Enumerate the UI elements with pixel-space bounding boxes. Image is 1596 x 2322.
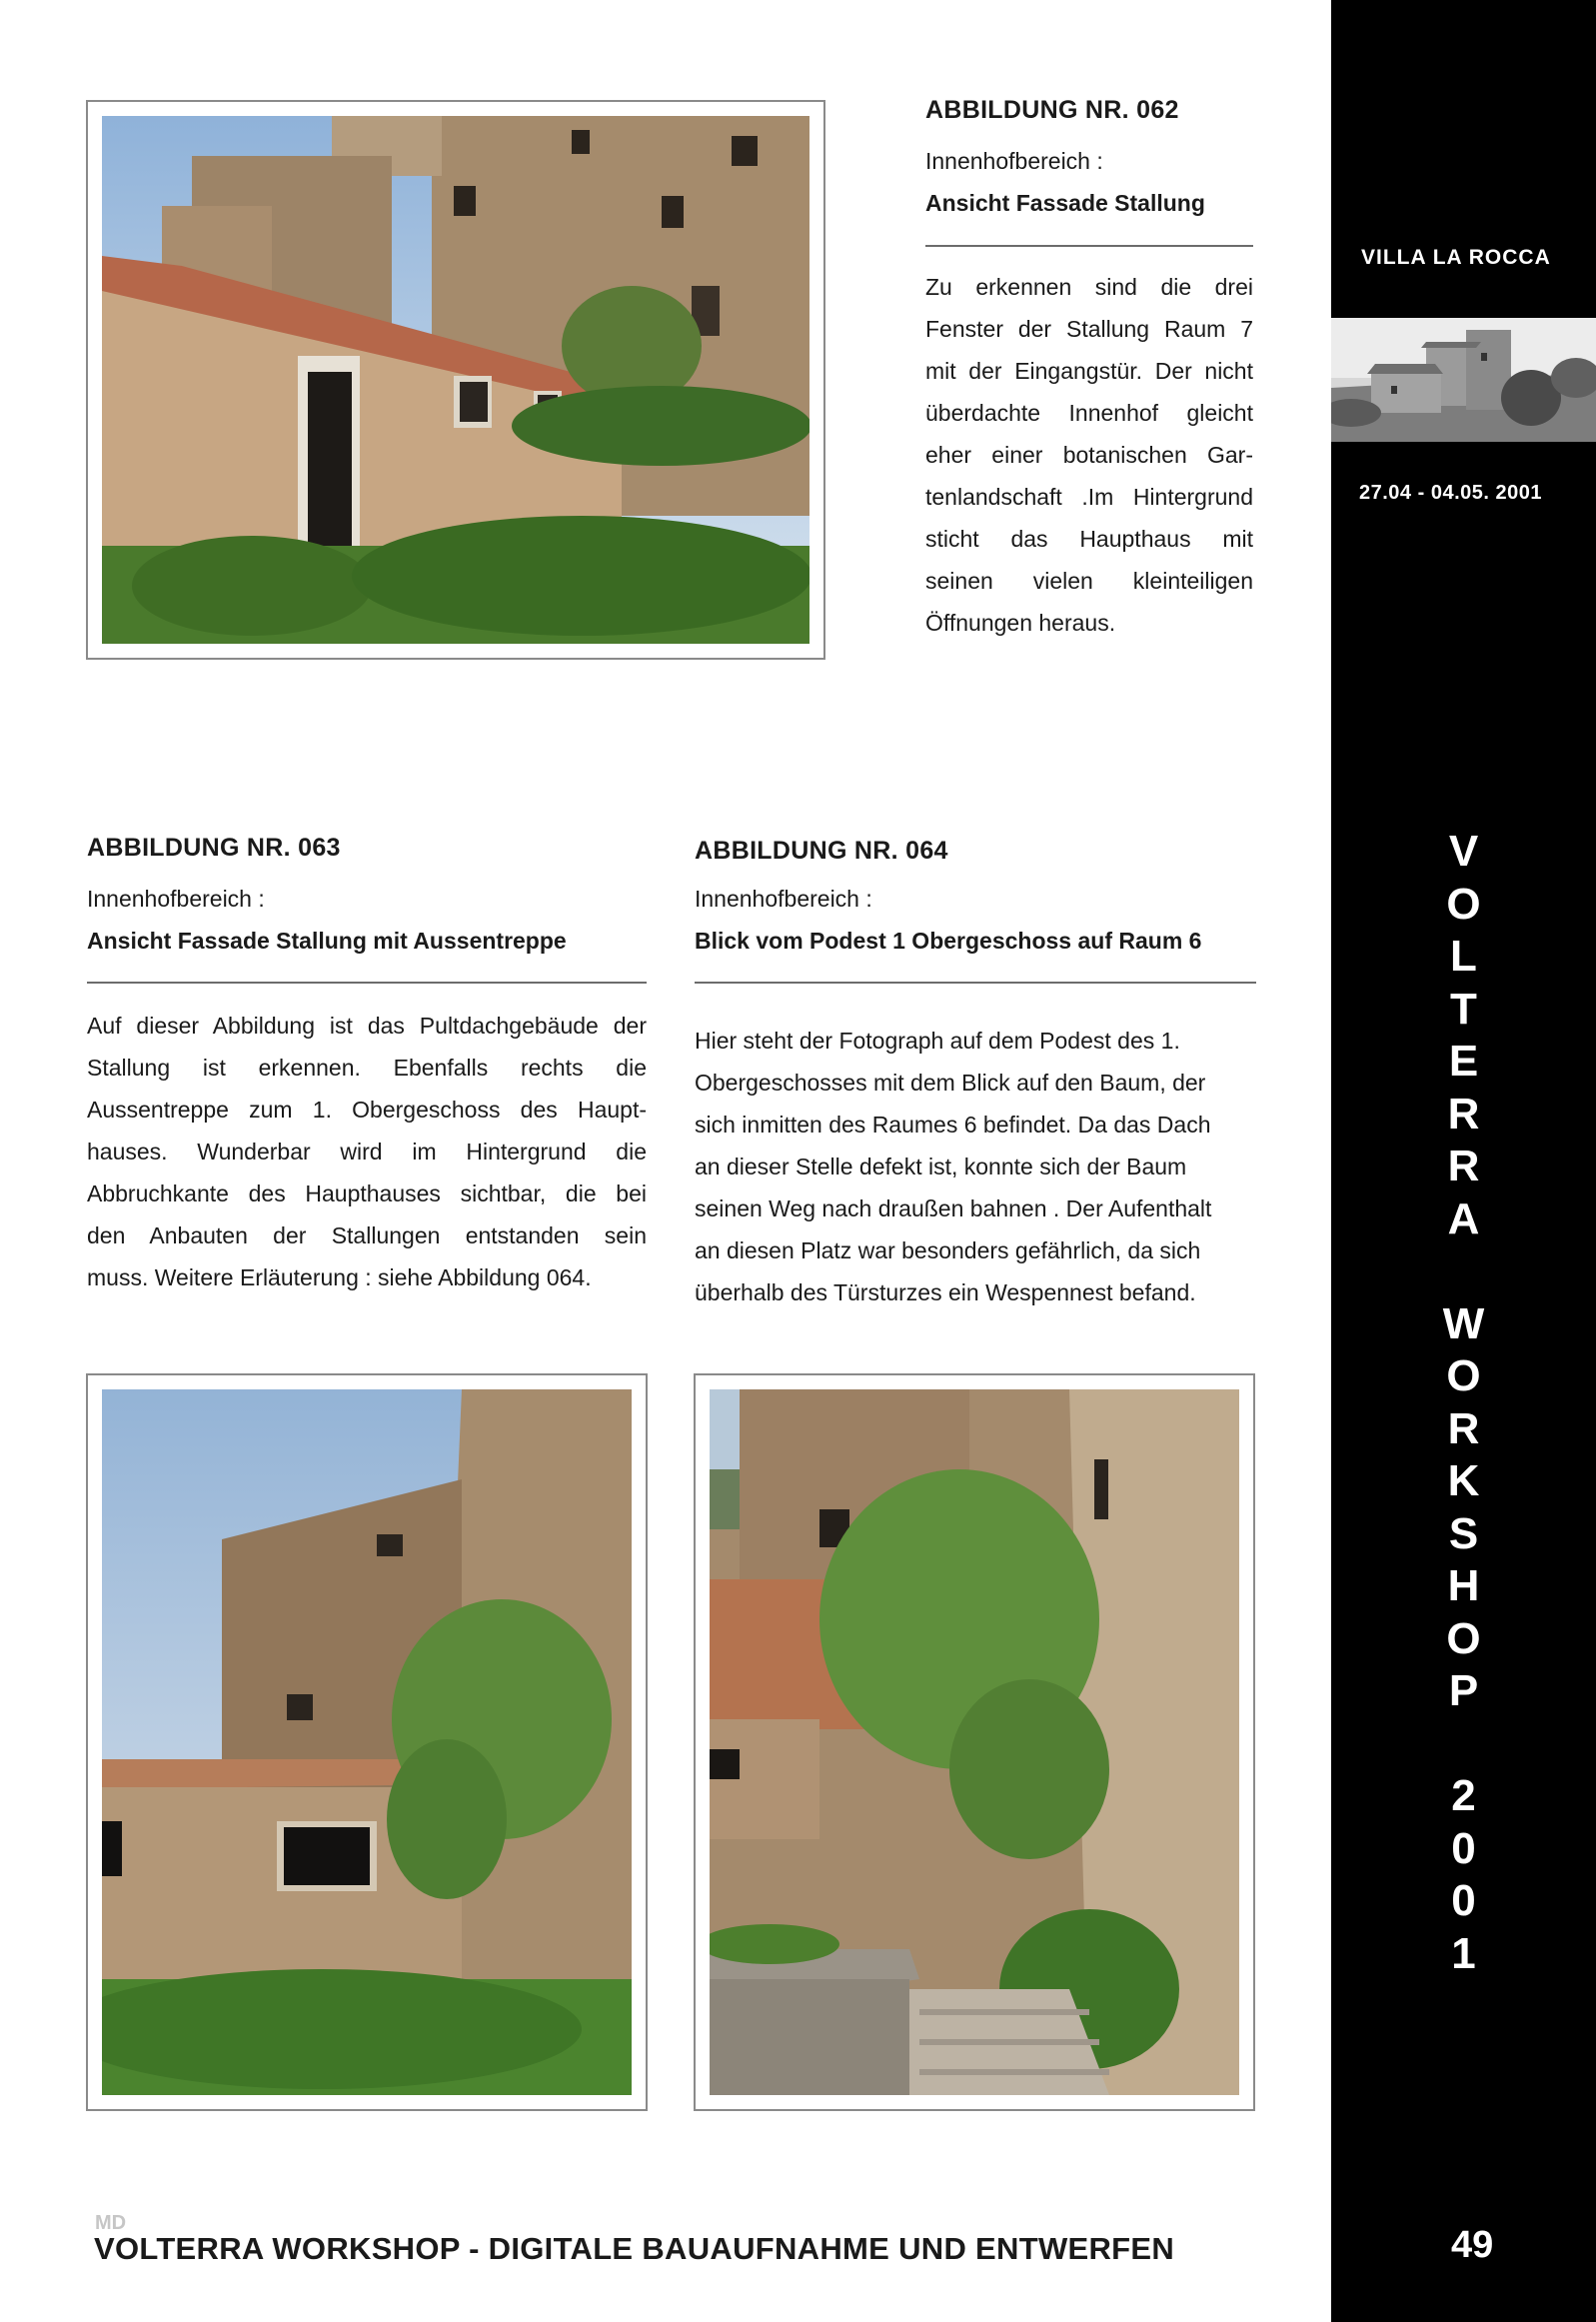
title-letter: 1	[1451, 1928, 1476, 1978]
photo-062-stable-facade	[102, 116, 809, 644]
figure-064-divider	[695, 982, 1256, 984]
title-letter: T	[1450, 984, 1477, 1034]
workshop-dates: 27.04 - 04.05. 2001	[1359, 482, 1542, 504]
text-line: Zu erkennen sind die drei	[925, 274, 1253, 300]
figure-062-heading: ABBILDUNG NR. 062	[925, 96, 1179, 124]
title-letter: 2	[1451, 1771, 1476, 1820]
title-letter: O	[1446, 1351, 1481, 1400]
text-line: Aussentreppe zum 1. Obergeschoss des Haupt-	[87, 1097, 647, 1123]
figure-063-heading: ABBILDUNG NR. 063	[87, 834, 341, 862]
project-name: VILLA LA ROCCA	[1361, 246, 1551, 269]
figure-064-area: Innenhofbereich :	[695, 886, 872, 912]
title-letter: W	[1442, 1298, 1485, 1348]
photo-frame-062	[86, 100, 825, 660]
title-letter: H	[1447, 1561, 1480, 1610]
text-line: den Anbauten der Stallungen entstanden sein	[87, 1222, 647, 1248]
title-letter: O	[1446, 879, 1481, 929]
title-letter: P	[1448, 1666, 1479, 1715]
text-line: überdachte Innenhof gleicht	[925, 400, 1253, 426]
photo-frame-064	[694, 1373, 1255, 2111]
text-line: sticht das Haupthaus mit	[925, 526, 1253, 552]
figure-063-description	[87, 1005, 647, 1298]
figure-062-area: Innenhofbereich :	[925, 148, 1103, 174]
figure-063-subtitle: Ansicht Fassade Stallung mit Aussentreppe	[87, 928, 567, 954]
villa-thumbnail	[1331, 318, 1596, 442]
text-line: sich inmitten des Raumes 6 befindet. Da das Dach	[695, 1112, 1211, 1138]
title-letter: 0	[1451, 1823, 1476, 1873]
text-line: mit der Eingangstür. Der nicht	[925, 358, 1253, 384]
figure-063-divider	[87, 982, 647, 984]
text-line: an dieser Stelle defekt ist, konnte sich der Baum	[695, 1154, 1187, 1179]
text-line: hauses. Wunderbar wird im Hintergrund die	[87, 1139, 647, 1164]
figure-064-subtitle: Blick vom Podest 1 Obergeschoss auf Raum 6	[695, 928, 1202, 954]
text-line: an diesen Platz war besonders gefährlich, da sich	[695, 1237, 1201, 1263]
figure-063-area: Innenhofbereich :	[87, 886, 265, 912]
text-line: Abbruchkante des Haupthauses sichtbar, die bei	[87, 1180, 647, 1206]
text-line: eher einer botanischen Gar-	[925, 442, 1253, 468]
footer-mark: MD	[95, 2212, 127, 2234]
title-letter: 0	[1451, 1876, 1476, 1925]
text-line: Stallung ist erkennen. Ebenfalls rechts die	[87, 1055, 647, 1081]
title-letter: A	[1447, 1193, 1480, 1243]
sidebar	[1331, 0, 1596, 2322]
title-letter: V	[1448, 827, 1479, 876]
text-line: Öffnungen heraus.	[925, 610, 1116, 636]
vertical-title	[1331, 826, 1596, 1980]
photo-064-view-room-6	[710, 1389, 1239, 2095]
text-line: seinen Weg nach draußen bahnen . Der Aufenthalt	[695, 1195, 1212, 1221]
photo-frame-063	[86, 1373, 648, 2111]
title-letter: K	[1447, 1456, 1480, 1505]
text-line: tenlandschaft .Im Hintergrund	[925, 484, 1253, 510]
figure-062-subtitle: Ansicht Fassade Stallung	[925, 190, 1205, 216]
title-letter: O	[1446, 1613, 1481, 1663]
footer-title: VOLTERRA WORKSHOP - DIGITALE BAUAUFNAHME UND ENTWERFEN	[94, 2231, 1175, 2266]
title-letter: L	[1450, 932, 1477, 981]
title-letter: R	[1447, 1403, 1480, 1453]
text-line: Obergeschosses mit dem Blick auf den Baum, der	[695, 1070, 1206, 1096]
title-letter: R	[1447, 1089, 1480, 1139]
photo-063-stable-with-stairs	[102, 1389, 632, 2095]
title-spacer	[1331, 1718, 1596, 1771]
figure-064-heading: ABBILDUNG NR. 064	[695, 837, 948, 865]
text-line: Auf dieser Abbildung ist das Pultdachgebäude der	[87, 1013, 647, 1039]
page-number: 49	[1451, 2224, 1494, 2266]
title-letter: S	[1448, 1508, 1479, 1558]
title-spacer	[1331, 1245, 1596, 1298]
title-letter: R	[1447, 1142, 1480, 1190]
text-line: seinen vielen kleinteiligen	[925, 568, 1253, 594]
text-line: überhalb des Türsturzes ein Wespennest befand.	[695, 1279, 1196, 1305]
figure-064-description	[695, 1020, 1256, 1313]
text-line: Fenster der Stallung Raum 7	[925, 316, 1253, 342]
text-line: muss. Weitere Erläuterung : siehe Abbildung 064.	[87, 1264, 592, 1290]
figure-062-divider	[925, 245, 1253, 247]
title-letter: E	[1448, 1037, 1479, 1086]
figure-062-description	[925, 266, 1253, 644]
text-line: Hier steht der Fotograph auf dem Podest des 1.	[695, 1028, 1180, 1054]
